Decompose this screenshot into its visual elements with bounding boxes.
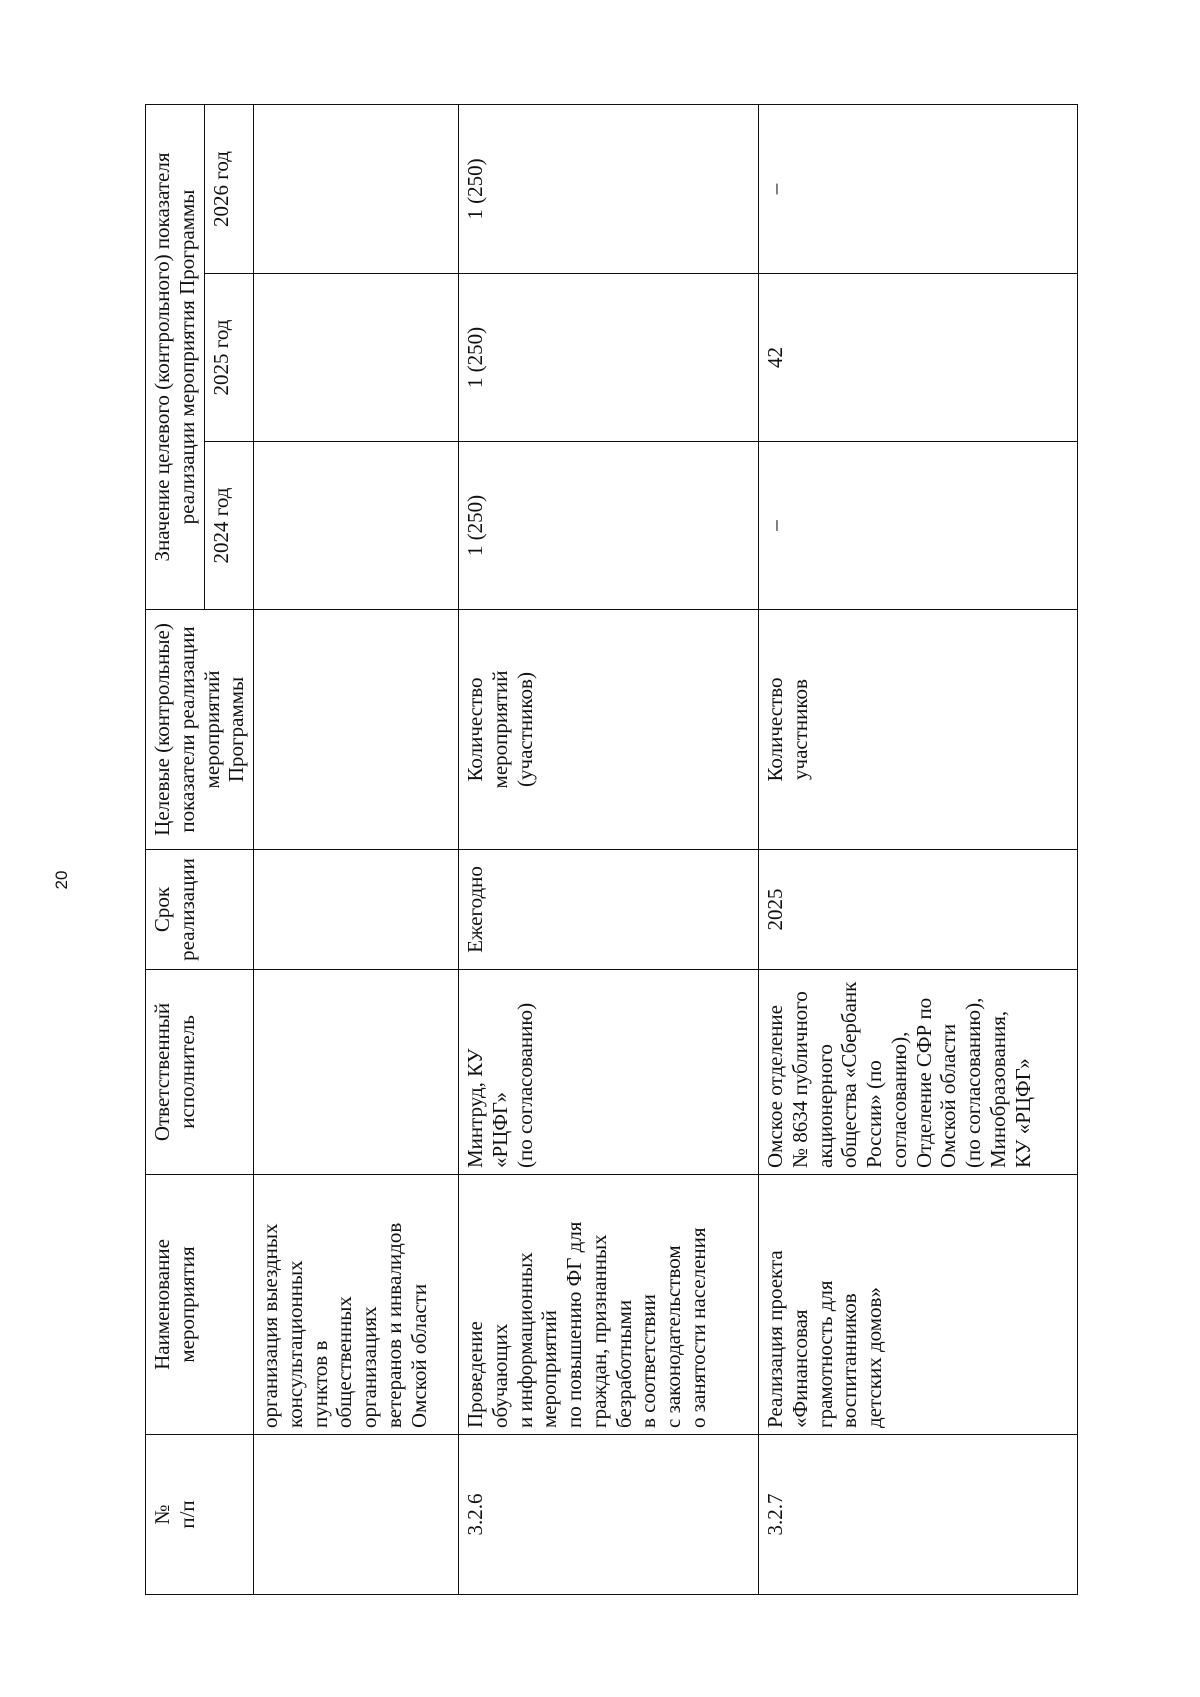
row-value-2025 [254, 274, 459, 442]
row-value-2026 [254, 104, 459, 273]
measures-table [145, 104, 1078, 1595]
table-row [759, 104, 1078, 1594]
header-term: Срок реализации [146, 850, 254, 970]
row-num: 3.2.7 [759, 1435, 1078, 1595]
header-num: № п/п [146, 1435, 254, 1595]
row-name: организация выездных консультационных пунктов в общественных организациях ветеранов и инвалидов Омской области [254, 1175, 459, 1435]
header-indicator: Целевые (контрольные) показатели реализации мероприятий Программы [146, 610, 254, 850]
header-values-group: Значение целевого (контрольного) показателя реализации мероприятия Программы [146, 104, 205, 609]
row-indicator: Количество мероприятий (участников) [459, 610, 759, 850]
row-executor: Омское отделение № 8634 публичного акционерного общества «Сбербанк России» (по согласованию), Отделение СФР по Омской области (по согласованию), Минобразования, КУ «РЦФГ» [759, 970, 1078, 1175]
row-name: Реализация проекта «Финансовая грамотность для воспитанников детских домов» [759, 1175, 1078, 1435]
row-num: 3.2.6 [459, 1435, 759, 1595]
row-value-2026: – [759, 104, 1078, 273]
page-number: 20 [52, 870, 71, 890]
table-row [254, 104, 459, 1594]
header-year-2024: 2024 год [205, 442, 254, 610]
row-indicator: Количество участников [759, 610, 1078, 850]
row-value-2025: 1 (250) [459, 274, 759, 442]
row-term: Ежегодно [459, 850, 759, 970]
row-name: Проведение обучающих и информационных мероприятий по повышению ФГ для граждан, признанных безработными в соответствии с законодательством о занятости населения [459, 1175, 759, 1435]
row-value-2024: – [759, 442, 1078, 610]
row-term [254, 850, 459, 970]
row-value-2024 [254, 442, 459, 610]
row-term: 2025 [759, 850, 1078, 970]
row-value-2024: 1 (250) [459, 442, 759, 610]
header-year-2025: 2025 год [205, 274, 254, 442]
row-num [254, 1435, 459, 1595]
row-value-2026: 1 (250) [459, 104, 759, 273]
header-year-2026: 2026 год [205, 104, 254, 273]
header-executor: Ответственный исполнитель [146, 970, 254, 1175]
header-name: Наименование мероприятия [146, 1175, 254, 1435]
rotated-table-container [145, 105, 1065, 1595]
row-executor: Минтруд, КУ «РЦФГ» (по согласованию) [459, 970, 759, 1175]
row-value-2025: 42 [759, 274, 1078, 442]
table-row [459, 104, 759, 1594]
row-indicator [254, 610, 459, 850]
row-executor [254, 970, 459, 1175]
